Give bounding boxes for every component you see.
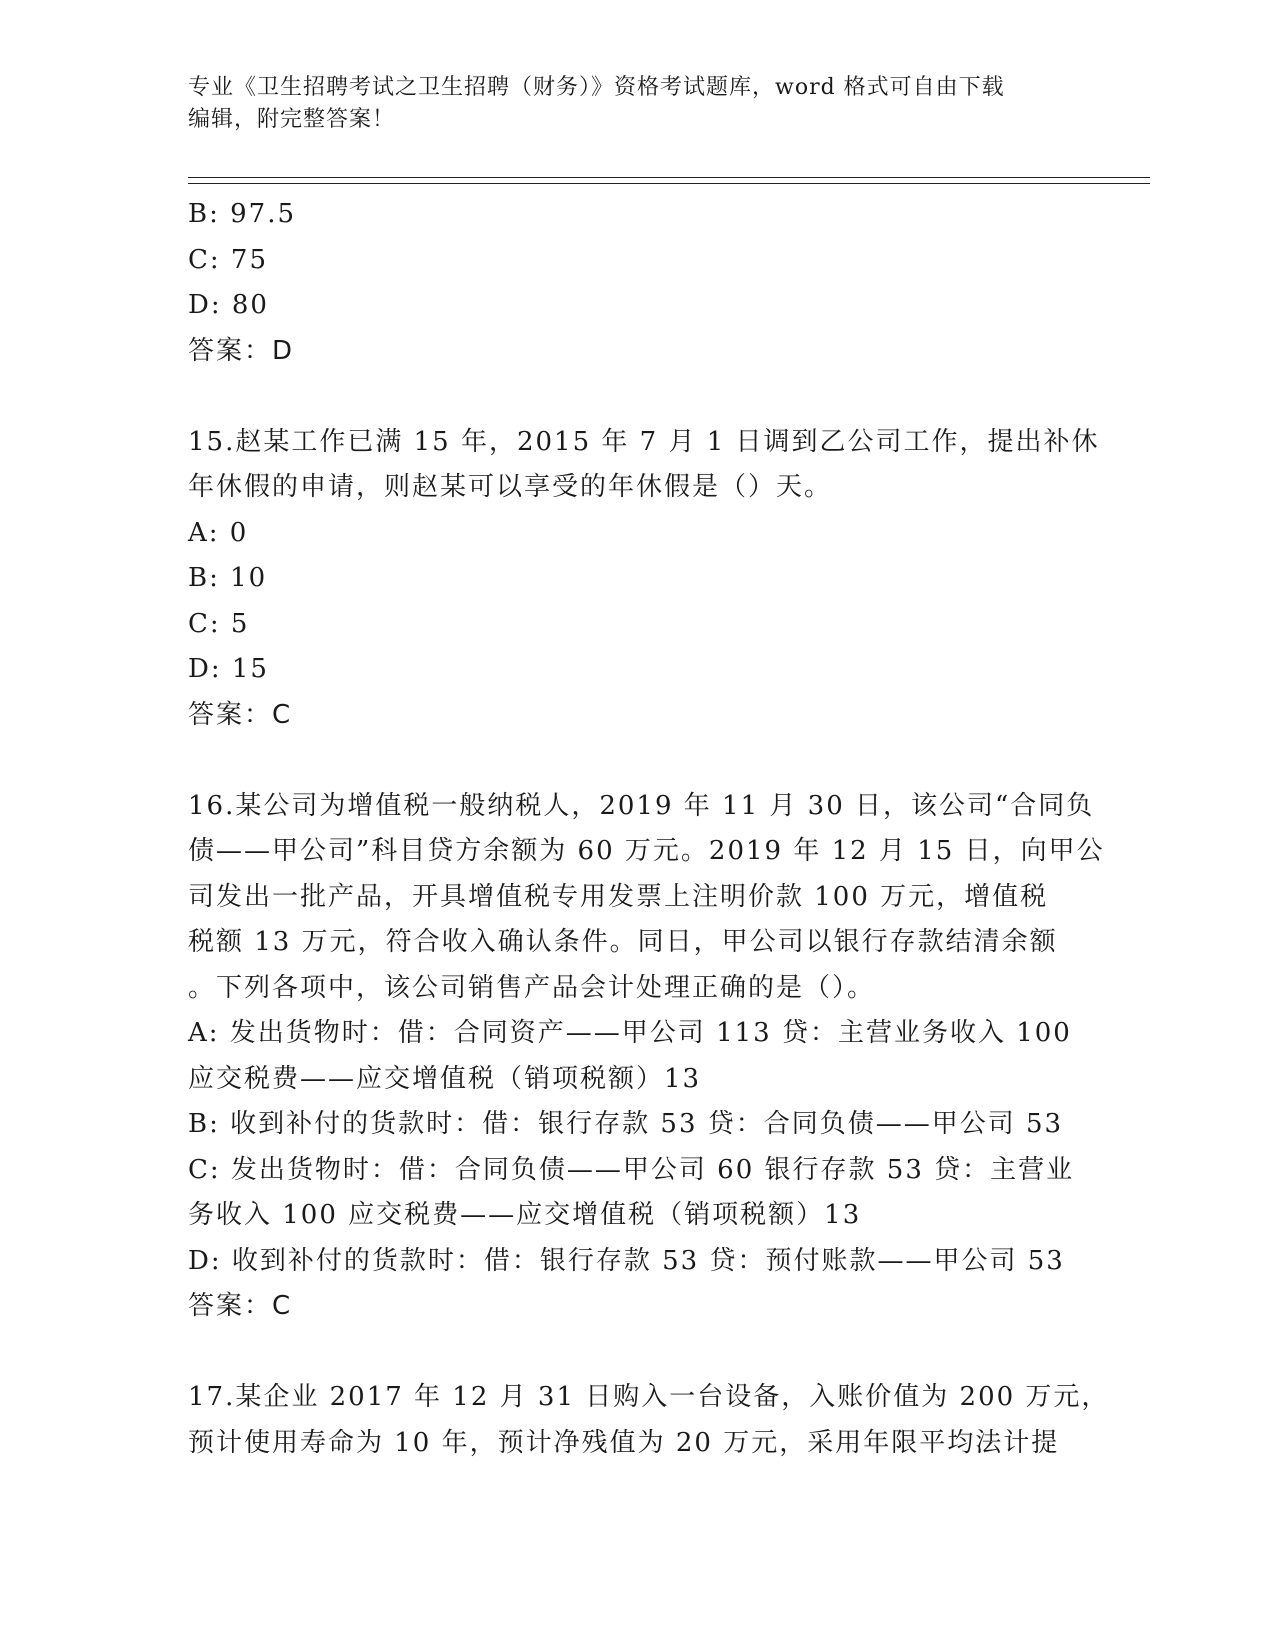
question-15 bbox=[188, 420, 1100, 739]
option-b: B: 97.5 bbox=[188, 199, 297, 229]
question-text-line: 年休假的申请，则赵某可以享受的年休假是（）天。 bbox=[188, 472, 833, 502]
answer-line: 答案：C bbox=[188, 1291, 293, 1321]
option-a-continued: 应交税费——应交增值税（销项税额）13 bbox=[188, 1063, 702, 1094]
option-c: C: 75 bbox=[188, 244, 269, 275]
answer-line: 答案：D bbox=[188, 335, 295, 366]
option-a: A: 0 bbox=[188, 517, 249, 548]
question-text-line: 税额 13 万元，符合收入确认条件。同日，甲公司以银行存款结清余额 bbox=[188, 927, 1058, 957]
option-d: D: 15 bbox=[188, 654, 269, 684]
question-17 bbox=[188, 1375, 1110, 1466]
spacer bbox=[188, 374, 1078, 420]
question-text-line: 。下列各项中，该公司销售产品会计处理正确的是（）。 bbox=[188, 972, 876, 1003]
question-text-line: 债——甲公司”科目贷方余额为 60 万元。2019 年 12 月 15 日，向甲公 bbox=[188, 836, 1105, 866]
question-content bbox=[188, 192, 1110, 1466]
option-b: B: 收到补付的货款时：借：银行存款 53 贷：合同负债——甲公司 53 bbox=[188, 1109, 1064, 1139]
header-line-2: 编辑，附完整答案！ bbox=[188, 107, 396, 132]
spacer bbox=[188, 738, 1078, 784]
header-rule-top bbox=[188, 177, 1150, 178]
question-text-line: 16.某公司为增值税一般纳税人，2019 年 11 月 30 日，该公司“合同负 bbox=[188, 790, 1095, 821]
header-line-1: 专业《卫生招聘考试之卫生招聘（财务）》资格考试题库，word 格式可自由下载 bbox=[188, 75, 1005, 100]
question-16 bbox=[188, 784, 1105, 1330]
option-c: C: 5 bbox=[188, 608, 250, 639]
option-d: D: 80 bbox=[188, 290, 269, 320]
page-header bbox=[188, 72, 1068, 136]
option-b: B: 10 bbox=[188, 563, 268, 593]
option-d: D: 收到补付的货款时：借：银行存款 53 贷：预付账款——甲公司 53 bbox=[188, 1245, 1065, 1276]
question-text-line: 15.赵某工作已满 15 年，2015 年 7 月 1 日调到乙公司工作，提出补休 bbox=[188, 426, 1100, 457]
question-text-line: 司发出一批产品，开具增值税专用发票上注明价款 100 万元，增值税 bbox=[188, 881, 1049, 912]
question-text-line: 17.某企业 2017 年 12 月 31 日购入一台设备，入账价值为 200 万元， bbox=[188, 1382, 1110, 1412]
spacer bbox=[188, 1330, 1078, 1376]
answer-line: 答案：C bbox=[188, 699, 293, 730]
prev-question bbox=[188, 192, 1078, 374]
option-a: A: 发出货物时：借：合同资产——甲公司 113 贷：主营业务收入 100 bbox=[188, 1018, 1072, 1048]
question-text-line: 预计使用寿命为 10 年，预计净残值为 20 万元，采用年限平均法计提 bbox=[188, 1427, 1060, 1458]
option-c-continued: 务收入 100 应交税费——应交增值税（销项税额）13 bbox=[188, 1200, 862, 1230]
header-rule-bottom bbox=[188, 183, 1150, 184]
option-c: C: 发出货物时：借：合同负债——甲公司 60 银行存款 53 贷：主营业 bbox=[188, 1154, 1075, 1185]
